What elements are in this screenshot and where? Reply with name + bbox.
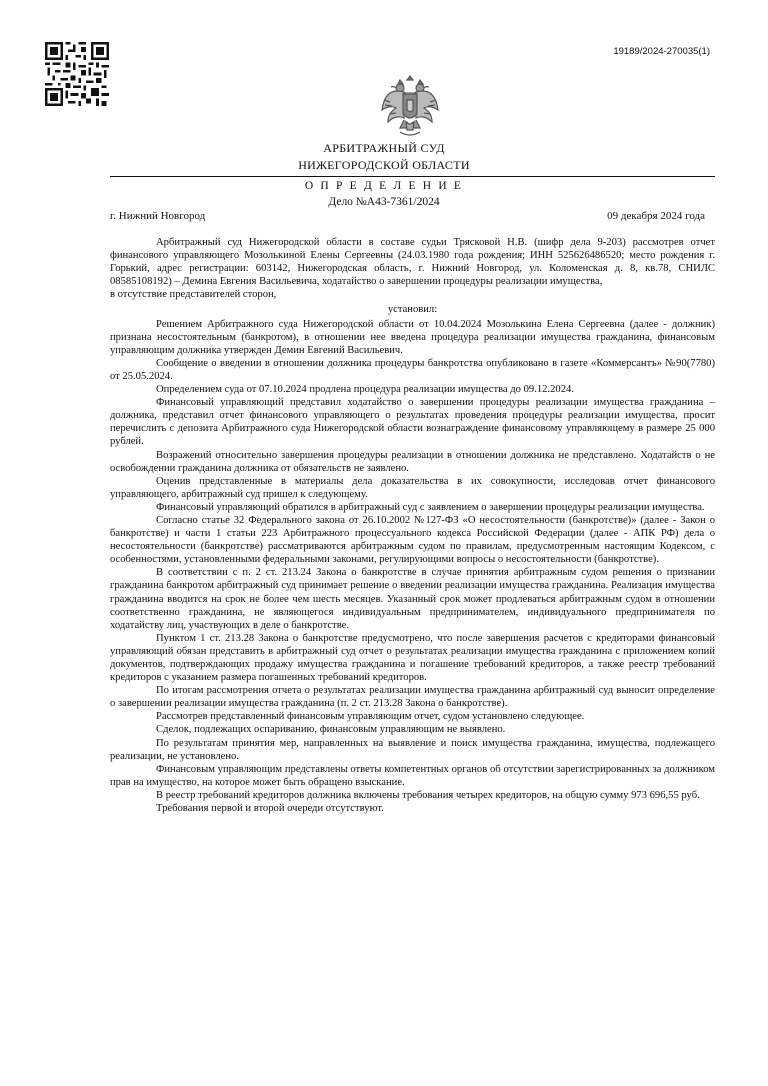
paragraph: Определением суда от 07.10.2024 продлена процедура реализации имущества до 09.12.2024. — [156, 384, 574, 396]
paragraph: Рассмотрев представленный финансовым управляющим отчет, судом установлено следующее. — [156, 711, 585, 723]
qr-code-icon — [45, 42, 109, 106]
intro-absence-line: в отсутствие представителей сторон, — [110, 289, 277, 301]
paragraph: По итогам рассмотрения отчета о результатах реализации имущества гражданина арбитражный суд выносит определение о завершении реализации имущества гражданина (п. 2 ст. 213.28 Закона о банкротстве). — [110, 685, 715, 710]
paragraph: В реестр требований кредиторов должника включены требования четырех кредиторов, на общую сумму 973 696,55 руб. — [156, 789, 700, 801]
case-number: Дело №А43-7361/2024 — [328, 196, 440, 208]
decision-date: 09 декабря 2024 года — [607, 210, 705, 222]
paragraph: Сделок, подлежащих оспариванию, финансовым управляющим не выявлено. — [156, 724, 506, 736]
paragraph: Финансовый управляющий представил ходатайство о завершении процедуры реализации имущества гражданина – должника, представил отчет финансового управляющего о результатах проведения процедуры реализации имущества, просит перечислить с депозита Арбитражного суда Нижегородской области вознаграждение финансовому управляющему в размере 25 000 рублей. — [110, 397, 715, 448]
intro-paragraph: Арбитражный суд Нижегородской области в составе судьи Трясковой Н.В. (шифр дела 9-203) рассмотрев отчет финансового управляющего Мозолькиной Елены Сергеевны (24.03.1980 года рождения; ИНН 525626486520; место рождения г. Горький, адрес регистрации: 603142, Нижегородская область, г. Нижний Новгород, ул. Коломенская д. 8, кв.78, СНИЛС 08585108192) – Демина Евгения Васильевича, ходатайство о завершении процедуры реализации имущества, — [110, 237, 715, 288]
city: г. Нижний Новгород — [110, 210, 206, 222]
paragraph: В соответствии с п. 2 ст. 213.24 Закона о банкротстве в случае принятия арбитражным судом решения о признании гражданина банкротом арбитражный суд принимает решение о введении реализации имущества гражданина. Реализация имущества гражданина вводится на срок не более чем шесть месяцев. Указанный срок может продлеваться арбитражным судом в отношении соответственно гражданина, не являющегося индивидуальным предпринимателем, индивидуального предпринимателя по ходатайству лиц, участвующих в деле о банкротстве. — [110, 567, 715, 631]
header-divider — [110, 176, 715, 177]
place-date-line — [110, 210, 705, 222]
paragraph: Требования первой и второй очереди отсутствуют. — [156, 803, 384, 815]
document-number: 19189/2024-270035(1) — [613, 46, 710, 57]
established-heading: установил: — [387, 304, 438, 316]
paragraph: Сообщение о введении в отношении должника процедуры банкротства опубликовано в газете «Коммерсантъ» №90(7780) от 25.05.2024. — [110, 357, 715, 382]
paragraph: Решением Арбитражного суда Нижегородской области от 10.04.2024 Мозолькина Елена Сергеевна (далее - должник) признана несостоятельным (банкротом), в отношении нее введена процедура реализации имущества гражданина, финансовым управляющим должника утвержден Демин Евгений Васильевич. — [110, 318, 715, 356]
document-title-block — [0, 178, 768, 210]
paragraph: Согласно статье 32 Федерального закона от 26.10.2002 №127-ФЗ «О несостоятельности (банкротстве)» (далее - Закон о банкротстве) и части 1 статьи 223 Арбитражного процессуального кодекса Российской Федерации (далее - АПК РФ) дела о несостоятельности (банкротстве) рассматриваются арбитражным судом по правилам, предусмотренным настоящим Кодексом, с особенностями, установленными федеральными законами, регулирующими вопросы о несостоятельности (банкротстве). — [110, 514, 715, 566]
court-name-line1: АРБИТРАЖНЫЙ СУД — [323, 141, 445, 155]
coat-of-arms-emblem — [378, 70, 442, 140]
court-name — [0, 140, 768, 174]
paragraph: Финансовый управляющий обратился в арбитражный суд с заявлением о завершении процедуры реализации имущества. — [156, 501, 705, 513]
paragraph: Оценив представленные в материалы дела доказательства в их совокупности, исследовав отчет финансового управляющего, арбитражный суд пришел к следующему. — [110, 475, 715, 500]
document-body — [110, 236, 715, 815]
paragraph: По результатам принятия мер, направленных на выявление и поиск имущества гражданина, имущества, подлежащего реализации, не установлено. — [110, 737, 715, 762]
court-name-line2: НИЖЕГОРОДСКОЙ ОБЛАСТИ — [298, 158, 470, 172]
document-title: О П Р Е Д Е Л Е Н И Е — [304, 180, 464, 192]
paragraph: Возражений относительно завершения процедуры реализации в отношении должника не представлено. Ходатайств о не освобождении гражданина должника от обязательств не заявлено. — [110, 449, 715, 474]
paragraph: Финансовым управляющим представлены ответы компетентных органов об отсутствии зарегистрированных за должником прав на имущество, на которое может быть обращено взыскание. — [110, 763, 715, 788]
paragraph: Пунктом 1 ст. 213.28 Закона о банкротстве предусмотрено, что после завершения расчетов с кредиторами финансовый управляющий обязан представить в арбитражный суд отчет о результатах реализации имущества гражданина с приложением копий документов, подтверждающих продажу имущества гражданина и погашение требований кредиторов, а также реестр требований кредиторов с указанием размера погашенных требований кредиторов. — [110, 632, 715, 684]
